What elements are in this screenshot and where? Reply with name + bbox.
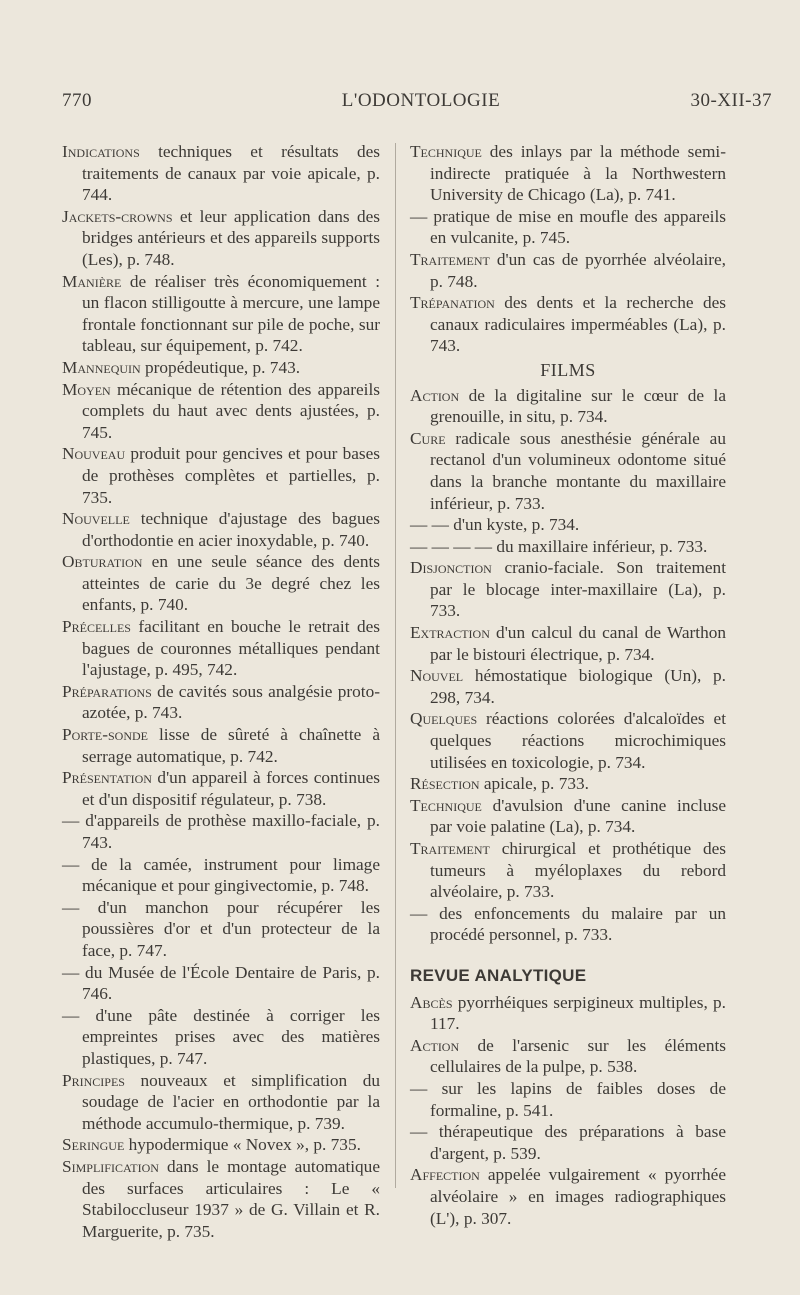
entry-heading: Action — [410, 385, 460, 405]
entry-text: en une seule séance des dents atteintes de carie du 3e degré chez les enfants, p. 740. — [82, 552, 380, 615]
index-entry — [410, 385, 726, 428]
entry-heading: Moyen — [62, 379, 111, 399]
column-divider — [395, 143, 396, 1188]
entry-text: de cavités sous analgésie proto-azotée, p. 743. — [82, 681, 380, 723]
entry-text: hémostatique biologique (Un), p. 298, 734. — [430, 666, 726, 707]
index-entry — [410, 622, 726, 665]
entry-heading: Abcès — [410, 992, 453, 1012]
entry-heading: Présentation — [62, 768, 152, 788]
index-entry — [62, 508, 380, 551]
entry-text: de l'arsenic sur les éléments cellulaires de la pulpe, p. 538. — [430, 1035, 726, 1077]
entry-heading: Précelles — [62, 617, 131, 637]
entry-heading: Jackets-crowns — [62, 206, 173, 226]
entry-text: appelée vulgairement « pyorrhée alvéolaire » en images radiographiques (L'), p. 307. — [430, 1165, 726, 1228]
entry-text: apicale, p. 733. — [479, 774, 589, 794]
entry-text: d'avulsion d'une canine incluse par voie palatine (La), p. 734. — [430, 795, 726, 837]
index-entry — [62, 379, 380, 444]
entry-text: — d'appareils de prothèse maxillo-faciale, p. 743. — [62, 811, 380, 852]
revue-entry-list — [410, 992, 726, 1230]
index-entry — [62, 1005, 380, 1070]
entry-heading: Mannequin — [62, 357, 141, 377]
journal-title: L'ODONTOLOGIE — [341, 90, 501, 111]
entry-heading: Nouvel — [410, 666, 464, 686]
entry-text: — sur les lapins de faibles doses de formaline, p. 541. — [410, 1078, 726, 1120]
entry-heading: Traitement — [410, 249, 490, 269]
entry-text: des dents et la recherche des canaux radiculaires imperméables (La), p. 743. — [430, 293, 726, 356]
index-entry — [62, 897, 380, 962]
left-entry-list — [62, 141, 380, 1242]
index-entry — [62, 206, 380, 271]
index-entry — [410, 428, 726, 514]
index-entry — [410, 1035, 726, 1078]
right-column — [410, 141, 726, 1229]
entry-text: produit pour gencives et pour bases de prothèses complètes et partielles, p. 735. — [82, 444, 380, 507]
entry-text: — d'une pâte destinée à corriger les empreintes prises avec des matières plastiques, p. 747. — [62, 1005, 380, 1068]
index-entry — [62, 854, 380, 897]
index-entry — [410, 992, 726, 1035]
entry-heading: Quelques — [410, 709, 478, 729]
entry-text: et leur application dans des bridges antérieurs et des appareils supports (Les), p. 748. — [82, 206, 380, 269]
entry-text: cranio-faciale. Son traitement par le blocage inter-maxillaire (La), p. 733. — [430, 558, 726, 621]
index-entry — [62, 1156, 380, 1242]
entry-text: d'un calcul du canal de Warthon par le bistouri électrique, p. 734. — [430, 623, 726, 664]
index-entry — [62, 551, 380, 616]
entry-text: pyorrhéiques serpigineux multiples, p. 117. — [430, 992, 726, 1034]
index-entry — [62, 724, 380, 767]
entry-text: nouveaux et simplification du soudage de l'acier en orthodontie par la méthode accumulo-thermique, p. 739. — [82, 1070, 380, 1133]
entry-text: techniques et résultats des traitements de canaux par voie apicale, p. 744. — [82, 142, 380, 205]
entry-text: des inlays par la méthode semi-indirecte pratiquée à la Northwestern University de Chicago (La), p. 741. — [430, 142, 726, 205]
entry-text: — — d'un kyste, p. 734. — [410, 515, 580, 535]
films-section-title: FILMS — [540, 359, 596, 380]
entry-text: propédeutique, p. 743. — [140, 357, 301, 377]
entry-text: technique d'ajustage des bagues d'orthodontie en acier inoxydable, p. 740. — [82, 509, 380, 550]
entry-heading: Nouveau — [62, 444, 126, 464]
entry-heading: Principes — [62, 1070, 125, 1090]
entry-heading: Obturation — [62, 552, 143, 572]
entry-text: — de la camée, instrument pour limage mécanique et pour gingivectomie, p. 748. — [62, 854, 380, 896]
index-entry — [62, 1134, 380, 1156]
entry-heading: Nouvelle — [62, 509, 130, 529]
index-entry — [410, 249, 726, 292]
entry-heading: Action — [410, 1035, 460, 1055]
entry-heading: Extraction — [410, 623, 490, 643]
entry-heading: Disjonction — [410, 558, 492, 578]
index-entry — [410, 838, 726, 903]
index-entry — [410, 773, 726, 795]
entry-heading: Porte-sonde — [62, 725, 148, 745]
entry-heading: Manière — [62, 271, 122, 291]
entry-text: — d'un manchon pour récupérer les poussières d'or et d'un protecteur de la face, p. 747. — [62, 897, 380, 960]
index-entry — [410, 141, 726, 206]
entry-text: chirurgical et prothétique des tumeurs à myéloplaxes du rebord alvéolaire, p. 733. — [430, 839, 726, 902]
entry-heading: Résection — [410, 774, 480, 794]
entry-text: — pratique de mise en moufle des appareils en vulcanite, p. 745. — [410, 206, 726, 248]
index-entry — [410, 514, 726, 536]
entry-heading: Technique — [410, 142, 482, 161]
index-entry — [62, 357, 380, 379]
index-entry — [62, 443, 380, 508]
entry-heading: Simplification — [62, 1156, 159, 1176]
index-entry — [62, 681, 380, 724]
entry-text: de la digitaline sur le cœur de la grenouille, in situ, p. 734. — [430, 385, 726, 427]
entry-heading: Trépanation — [410, 293, 495, 313]
index-entry — [410, 536, 726, 558]
index-entry — [62, 141, 380, 206]
entry-heading: Préparations — [62, 681, 152, 701]
page-number: 770 — [62, 90, 92, 111]
entry-text: mécanique de rétention des appareils complets du haut avec dents ajustées, p. 745. — [82, 379, 380, 442]
entry-text: lisse de sûreté à chaînette à serrage automatique, p. 742. — [82, 725, 380, 766]
right-entry-list — [410, 141, 726, 357]
entry-heading: Technique — [410, 795, 482, 815]
left-column — [62, 141, 380, 1242]
entry-text: réactions colorées d'alcaloïdes et quelques réactions microchimiques utilisées en toxicologie, p. 734. — [430, 709, 726, 772]
entry-heading: Traitement — [410, 839, 490, 858]
entry-heading: Indications — [62, 142, 140, 161]
index-entry — [410, 557, 726, 622]
index-entry — [410, 1121, 726, 1164]
entry-heading: Affection — [410, 1165, 480, 1185]
index-entry — [62, 810, 380, 853]
entry-text: de réaliser très économiquement : un flacon stilligoutte à mercure, une lampe frontale fonctionnant sur pile de poche, sur tableau, sur équipement, p. 742. — [82, 271, 380, 356]
entry-text: dans le montage automatique des surfaces articulaires : Le « Stabiloccluseur 1937 » de G. Villain et R. Marguerite, p. 735. — [82, 1156, 380, 1241]
films-entry-list — [410, 385, 726, 946]
index-entry — [62, 616, 380, 681]
index-entry — [62, 767, 380, 810]
index-entry — [62, 1070, 380, 1135]
revue-section-title: REVUE ANALYTIQUE — [410, 965, 587, 985]
entry-text: facilitant en bouche le retrait des bagues de couronnes métalliques pendant l'ajustage, p. 495, 742. — [82, 617, 380, 680]
entry-text: — des enfoncements du malaire par un procédé personnel, p. 733. — [410, 903, 726, 945]
index-entry — [62, 271, 380, 357]
index-entry — [410, 1164, 726, 1229]
index-entry — [62, 962, 380, 1005]
entry-heading: Cure — [410, 428, 446, 448]
running-header — [62, 90, 780, 120]
index-entry — [410, 795, 726, 838]
entry-text: — thérapeutique des préparations à base d'argent, p. 539. — [410, 1122, 726, 1163]
index-entry — [410, 665, 726, 708]
entry-text: hypodermique « Novex », p. 735. — [124, 1135, 361, 1155]
index-entry — [410, 292, 726, 357]
entry-text: d'un cas de pyorrhée alvéolaire, p. 748. — [430, 249, 726, 291]
entry-text: — — — — du maxillaire inférieur, p. 733. — [410, 536, 708, 556]
entry-text: radicale sous anesthésie générale au rectanol d'un volumineux odontome situé dans la branche montante du maxillaire inférieur, p. 733. — [430, 428, 726, 513]
index-entry — [410, 708, 726, 773]
entry-text: — du Musée de l'École Dentaire de Paris, p. 746. — [62, 962, 380, 1004]
index-entry — [410, 206, 726, 249]
index-entry — [410, 903, 726, 946]
index-entry — [410, 1078, 726, 1121]
entry-heading: Seringue — [62, 1135, 125, 1155]
entry-text: d'un appareil à forces continues et d'un dispositif régulateur, p. 738. — [82, 768, 380, 809]
issue-date: 30-XII-37 — [690, 90, 772, 111]
